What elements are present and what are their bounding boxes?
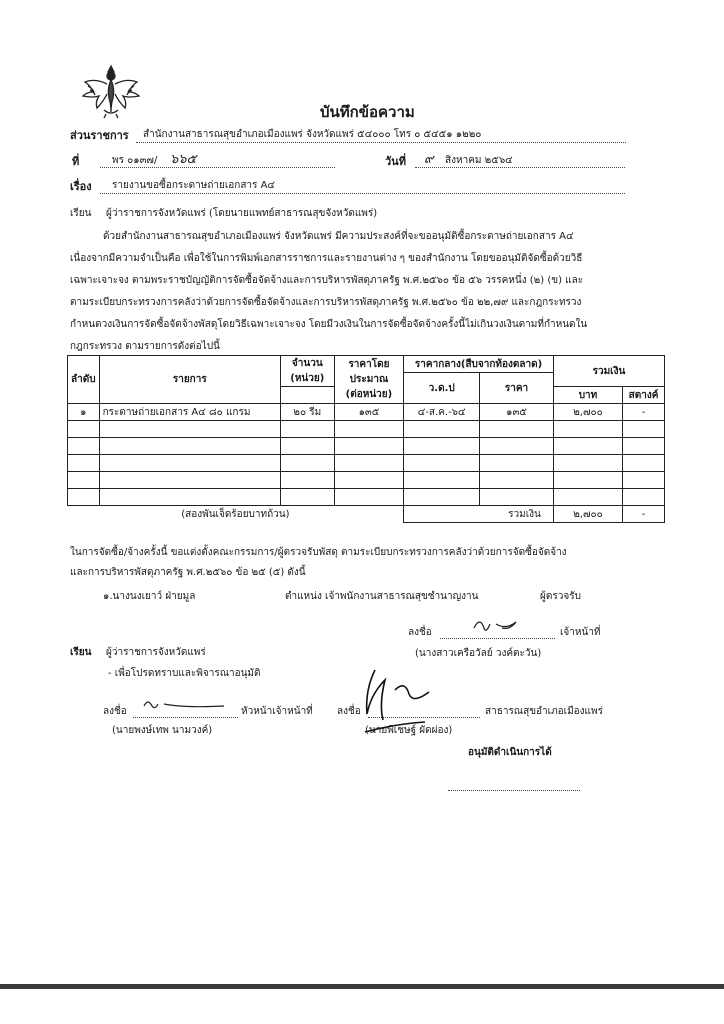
date-label: วันที่ — [385, 155, 406, 168]
header-qty — [280, 356, 334, 387]
ref-handwritten: ๖๖๕ — [170, 152, 197, 167]
body-paragraph-line: ด้วยสำนักงานสาธารณสุขอำเภอเมืองแพร่ จังหวัดแพร่ มีความประสงค์ที่จะขออนุมัติซื้อกระดาษถ่ายเอกสาร A๔ — [103, 231, 574, 242]
scan-edge — [0, 984, 724, 989]
to-label: เรียน — [70, 208, 92, 219]
header-price — [334, 356, 404, 404]
head-sign-label: ลงชื่อ — [103, 706, 127, 717]
officer-role: เจ้าหน้าที่ — [560, 627, 601, 638]
date-handwritten: ๙ — [424, 152, 434, 167]
department-label: ส่วนราชการ — [70, 129, 129, 142]
body-paragraph-line: กำหนดวงเงินการจัดซื้อจัดจ้างพัสดุโดยวิธีเฉพาะเจาะจง โดยมีวงเงินในการจัดซื้อจัดจ้างครั้งนี้ไม่เกินวงเงินตามที่กำหนดใน — [70, 319, 588, 330]
header-baht: บาท — [553, 387, 622, 404]
garuda-emblem — [80, 60, 142, 122]
body-paragraph-line: เนื่องจากมีความจำเป็นคือ เพื่อใช้ในการพิมพ์เอกสารราชการและรายงานต่าง ๆ ของสำนักงาน โดยขออนุมัติจัดซื้อด้วยวิธี — [70, 253, 583, 264]
header-satang: สตางค์ — [623, 387, 665, 404]
approval-text: อนุมัติดำเนินการได้ — [468, 747, 552, 758]
header-mprice: ราคา — [480, 373, 554, 404]
amount-in-words: (สองพันเจ็ดร้อยบาทถ้วน) — [68, 506, 404, 523]
officer-signature — [470, 614, 530, 636]
body-paragraph-line: กฎกระทรวง ตามรายการดังต่อไปนี้ — [70, 341, 220, 352]
header-date: ว.ด.ป — [404, 373, 480, 404]
committee-member-role: ผู้ตรวจรับ — [540, 591, 581, 602]
director-name: (นายพิเชษฐ์ ผัดผ่อง) — [365, 725, 453, 736]
header-price-line2: ประมาณ — [349, 374, 389, 385]
department-underline — [136, 142, 626, 143]
subject-value: รายงานขอซื้อกระดาษถ่ายเอกสาร A๔ — [112, 180, 275, 191]
cell-item: กระดาษถ่ายเอกสาร A๔ ๘๐ แกรม — [99, 404, 280, 421]
date-value: สิงหาคม ๒๕๖๔ — [445, 155, 513, 166]
document-title: บันทึกข้อความ — [320, 103, 415, 121]
body-paragraph-line: ตามระเบียบกระทรวงการคลังว่าด้วยการจัดซื้อจัดจ้างและการบริหารพัสดุภาครัฐ พ.ศ.๒๕๖๐ ข้อ ๒๒,๗๙ และกฎกระทรวง — [70, 297, 582, 308]
cell-baht: ๒,๗๐๐ — [553, 404, 622, 421]
head-name: (นายพงษ์เทพ นามวงค์) — [112, 725, 213, 736]
forward-note: - เพื่อโปรดทราบและพิจารณาอนุมัติ — [108, 668, 261, 679]
department-value: สำนักงานสาธารณสุขอำเภอเมืองแพร่ จังหวัดแพร่ ๕๔๐๐๐ โทร ๐ ๕๔๕๑ ๑๒๒๐ — [143, 129, 482, 140]
date-underline — [415, 167, 625, 168]
header-price-line3: (ต่อหน่วย) — [345, 389, 393, 400]
header-qty-line1: จำนวน — [291, 358, 323, 369]
head-signature — [140, 694, 230, 714]
committee-member-position: ตำแหน่ง เจ้าพนักงานสาธารณสุขชำนาญงาน — [285, 591, 479, 602]
header-no: ลำดับ — [68, 356, 100, 404]
table-row-empty — [68, 455, 665, 472]
table-row-empty — [68, 421, 665, 438]
table-sum-row — [68, 506, 665, 523]
director-sign-label: ลงชื่อ — [337, 706, 361, 717]
body-paragraph-line: เฉพาะเจาะจง ตามพระราชบัญญัติการจัดซื้อจัดจ้างและการบริหารพัสดุภาครัฐ พ.ศ.๒๕๖๐ ข้อ ๕๖ วรรคหนึ่ง (๒) (ข) และ — [70, 275, 584, 286]
director-role: สาธารณสุขอำเภอเมืองแพร่ — [485, 706, 603, 717]
forward-to-label: เรียน — [70, 647, 92, 658]
header-item: รายการ — [99, 356, 280, 404]
sum-label: รวมเงิน — [404, 506, 554, 523]
officer-name: (นางสาวเครือวัลย์ วงค์ตะวัน) — [415, 648, 542, 659]
header-price-line1: ราคาโดย — [348, 359, 390, 370]
header-qty-blank — [280, 387, 334, 404]
cell-date: ๔-ส.ค.-๖๔ — [404, 404, 480, 421]
committee-member-name: ๑.นางนงเยาว์ ฝ่ายมูล — [103, 591, 196, 602]
cell-satang: - — [623, 404, 665, 421]
table-row-empty — [68, 438, 665, 455]
ref-value: พร ๐๑๓๗/ — [112, 155, 158, 166]
cell-mprice: ๑๓๕ — [480, 404, 554, 421]
to-value: ผู้ว่าราชการจังหวัดแพร่ (โดยนายแพทย์สาธารณสุขจังหวัดแพร่) — [106, 208, 378, 219]
cell-qty: ๒๐ รีม — [280, 404, 334, 421]
ref-label: ที่ — [72, 155, 80, 168]
table-row-empty — [68, 472, 665, 489]
sum-baht: ๒,๗๐๐ — [553, 506, 622, 523]
cell-price: ๑๓๕ — [334, 404, 404, 421]
head-role: หัวหน้าเจ้าหน้าที่ — [241, 706, 313, 717]
header-qty-line2: (หน่วย) — [290, 373, 325, 384]
committee-line: และการบริหารพัสดุภาครัฐ พ.ศ.๒๕๖๐ ข้อ ๒๕ (๕) ดังนี้ — [70, 567, 306, 578]
approval-sign-line — [448, 790, 580, 791]
subject-underline — [100, 193, 625, 194]
officer-sign-label: ลงชื่อ — [408, 627, 432, 638]
forward-to-value: ผู้ว่าราชการจังหวัดแพร่ — [106, 647, 206, 658]
table-row — [68, 404, 665, 421]
table-row-empty — [68, 489, 665, 506]
header-total: รวมเงิน — [553, 356, 664, 387]
sum-satang: - — [623, 506, 665, 523]
ref-underline — [100, 167, 335, 168]
head-sign-line — [133, 717, 238, 718]
header-median: ราคากลาง(สืบจากท้องตลาด) — [404, 356, 554, 373]
cell-no: ๑ — [68, 404, 100, 421]
officer-sign-line — [440, 638, 555, 639]
committee-line: ในการจัดซื้อ/จ้างครั้งนี้ ขอแต่งตั้งคณะกรรมการ/ผู้ตรวจรับพัสดุ ตามระเบียบกระทรวงการคลังว่าด้วยการจัดซื้อจัดจ้าง — [70, 547, 567, 558]
subject-label: เรื่อง — [70, 180, 92, 193]
items-table — [67, 355, 665, 523]
